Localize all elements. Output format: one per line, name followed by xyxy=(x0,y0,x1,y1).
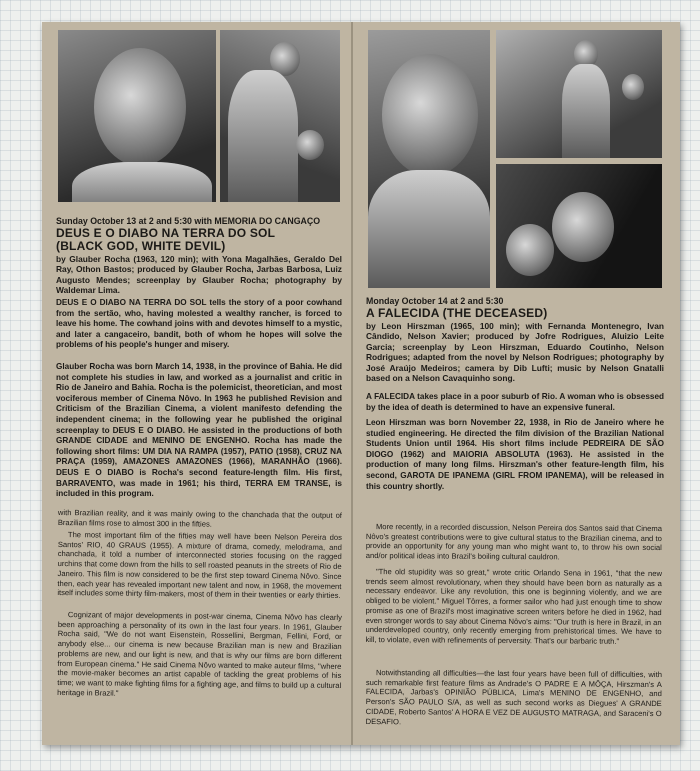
left-date-line: Sunday October 13 at 2 and 5:30 with MEMORIA DO CANGAÇO xyxy=(56,216,321,226)
left-credits: by Glauber Rocha (1963, 120 min); with Yona Magalhães, Geraldo Del Ray, Othon Bastos; produced by Glauber Rocha, Jarbas Barbosa, Luiz Augusto Mendes; screenplay by Glauber Rocha; photography by Waldemar Lima. xyxy=(56,254,342,296)
man-head xyxy=(622,74,644,100)
photo-portrait-man xyxy=(58,30,216,202)
photo-couple-closeup xyxy=(496,164,662,288)
shoulders-shape xyxy=(368,170,490,288)
left-essay-p2: The most important film of the fifties may well have been Nelson Pereira dos Santos' RIO, 40 GRAUS (1955). A mixture of drama, comedy, melodrama, and chanchada, it told a number of interconnected stories focusing on the ragged urchins that come down from the hills to sell roasted peanuts in the streets of Rio de Janeiro. This film is now considered to be the first step toward Cinema Nôvo. Since then, each year has revealed important new talent and now, in 1968, the movement itself includes some thirty film-makers, most of them in their twenties or early thirties. xyxy=(57,530,342,601)
right-date-line: Monday October 14 at 2 and 5:30 xyxy=(366,296,504,306)
face-shape xyxy=(94,48,186,166)
left-synopsis: DEUS E O DIABO NA TERRA DO SOL tells the story of a poor cowhand from the sertão, who, having molested a wealthy rancher, is forced to leave his home. The cowhand joins with and devotes himself to a mystic, and later a cangaceiro, bandit, both of whom he hopes will solve the problems of his people's hunger and misery. xyxy=(56,298,342,350)
figure-body xyxy=(228,70,298,202)
photo-man-smiling xyxy=(368,30,490,288)
second-figure-head xyxy=(296,130,324,160)
program-leaflet xyxy=(42,22,680,745)
face-shape xyxy=(382,54,478,176)
right-director-bio: Leon Hirszman was born November 22, 1938, in Rio de Janeiro where he studied engineering. He directed the film division of the Brazilian National Students Union until 1964. His short films include PEDREIRA DE SÃO DIOGO (1962) and MAIORIA ABSOLUTA (1963). He assisted in the production of many long films. Hirszman's other feature-length film, his second, GAROTA DE IPANEMA (GIRL FROM IPANEMA), will be released in this country shortly. xyxy=(366,418,664,491)
left-director-bio: Glauber Rocha was born March 14, 1938, in the province of Bahia. He did not complete his studies in law, and worked as a journalist and critic in Rio de Janeiro and Bahia. Rocha is the polemicist, theoretician, and most vociferous member of Cinema Nôvo. In 1963 he published Revision and Criticism of the Brazilian Cinema, a violent manifesto defending the independent cinema; in the following year he published the original screenplay to DEUS E O DIABO. He assisted in the productions of both GRANDE CIDADE and MENINO DE ENGENHO. Rocha has made the following short films: UM DIA NA RAMPA (1957), PATIO (1958), CRUZ NA PRAÇA (1959), AMAZONES AMAZONES (1966), MARANHÃO (1966). DEUS E O DIABO is Rocha's second feature-length film. His first, BARRAVENTO, was made in 1961; his third, TERRA EM TRANSE, is included in this program. xyxy=(56,362,342,499)
left-essay-p1: with Brazilian reality, and it was mainly owing to the chanchada that the output of Brazilian films rose to almost 300 in the fifties. xyxy=(57,508,342,529)
left-film-title: DEUS E O DIABO NA TERRA DO SOL xyxy=(56,226,276,240)
left-essay-p3: Cognizant of major developments in post-war cinema, Cinema Nôvo has clearly been approaching a personality of its own in the last four years. In 1961, Glauber Rocha said, "We do not want Eisenstein, Rossellini, Bergman, Fellini, Ford, or anybody else... our cinema is new because Brazilian man is new and Brazilian problems are new, and our light is new, and that is why our films are born different from European cinema." He said Cinema Nôvo wanted to make auteur films, "where the movie-maker becomes an artist capable of tackling the great problems of his time; we want to make fighting films for a fighting age, and films to build up a cultural heritage in Brazil." xyxy=(57,610,342,698)
right-essay-p1: More recently, in a recorded discussion, Nelson Pereira dos Santos said that Cinema Nôvo's greatest contributions were to give cultural status to the Brazilian cinema, and to provide an opportunity for any young man who might want to, to throw his own social and/or political ideas into Brazil's boiling cultural cauldron. xyxy=(365,522,662,562)
right-film-title: A FALECIDA (THE DECEASED) xyxy=(366,306,548,320)
left-film-subtitle: (BLACK GOD, WHITE DEVIL) xyxy=(56,239,226,253)
man-face xyxy=(506,224,554,276)
right-essay-p3: Notwithstanding all difficulties—the last four years have been full of difficulties, with such remarkable first feature films as Andrade's O PADRE E A MÔÇA, Hirszman's A FALECIDA, Jarbas's OPINIÃO PÚBLICA, Lima's MENINO DE ENGENHO, and Person's SÃO PAULO S/A, as well as such second works as Diegues' A GRANDE CIDADE, Roberto Santos' A HORA E VEZ DE AUGUSTO MATRAGA, and Saraceni's O DESAFIO. xyxy=(365,668,662,726)
shoulders-shape xyxy=(72,162,212,202)
photo-kitchen-scene xyxy=(496,30,662,158)
right-essay-p2: "The old stupidity was so great," wrote critic Orlando Sena in 1961, "that the new trends seem almost revolutionary, when they should have been born as naturally as a necessary endeavor. Like any revolution, this one is beginning violently, and we are obliged to be violent." Miguel Tôrres, a former sailor who had just enough time to show promise as one of Brazil's most imaginative screen writers before he died in 1962, had even stronger words to say about Cinema Nôvo's aims: "Our truth is here in Brazil, in an underdeveloped country, only recently emerging from prehistorical times. We have to kill, to violate, even with refinements of perversity. That's our barbaric truth." xyxy=(365,567,662,646)
photo-scene-figures xyxy=(220,30,340,202)
right-credits: by Leon Hirszman (1965, 100 min); with Fernanda Montenegro, Ivan Cândido, Nelson Xavier; produced by Jofre Rodrigues, Aluizio Leite Garcia; screenplay by Leon Hirszman, Eduardo Coutinho, Nelson Rodrigues; adapted from the novel by Nelson Rodrigues; photography by José Araújo Medeiros; camera by Dib Lufti; music by Nelson Gnatalli based on a Nelson Cavaquinho song. xyxy=(366,321,664,384)
woman-body xyxy=(562,64,610,158)
center-fold xyxy=(351,22,353,745)
right-synopsis: A FALECIDA takes place in a poor suburb of Rio. A woman who is obsessed by the idea of death is determined to have an expensive funeral. xyxy=(366,392,664,412)
woman-face xyxy=(552,192,614,262)
